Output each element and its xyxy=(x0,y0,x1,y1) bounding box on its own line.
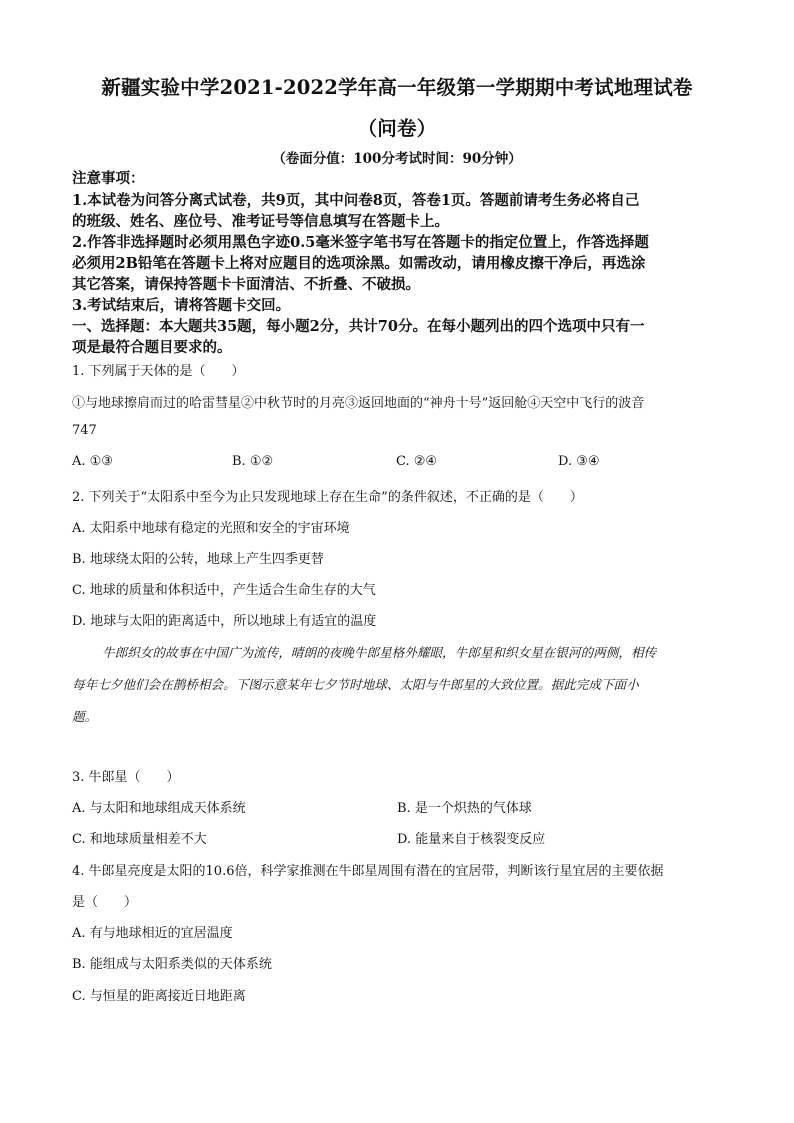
question-4-option-a: A. 有与地球相近的宜居温度 xyxy=(72,926,233,941)
passage-line: 题。 xyxy=(72,709,98,724)
question-1-option-a: A. ①③ xyxy=(72,454,113,469)
question-2-option-a: A. 太阳系中地球有稳定的光照和安全的宇宙环境 xyxy=(72,521,350,536)
section-heading: 一、选择题：本大题共35题，每小题2分，共计70分。在每小题列出的四个选项中只有一 xyxy=(72,318,645,335)
question-3-option-a: A. 与太阳和地球组成天体系统 xyxy=(72,801,246,816)
question-3-option-b: B. 是一个炽热的气体球 xyxy=(397,801,532,816)
question-3-option-c: C. 和地球质量相差不大 xyxy=(72,832,207,847)
question-2-stem: 2. 下列关于“太阳系中至今为止只发现地球上存在生命”的条件叙述，不正确的是（ ） xyxy=(72,490,583,505)
question-4-option-b: B. 能组成与太阳系类似的天体系统 xyxy=(72,957,272,972)
question-1-items: 747 xyxy=(72,423,97,438)
section-heading: 项是最符合题目要求的。 xyxy=(72,339,232,356)
notice-heading: 注意事项： xyxy=(72,170,145,187)
notice-line: 必须用2B铅笔在答题卡上将对应题目的选项涂黑。如需改动，请用橡皮擦干净后，再选涂 xyxy=(72,255,646,272)
passage-line: 牛郎织女的故事在中国广为流传，晴朗的夜晚牛郎星格外耀眼，牛郎星和织女星在银河的两侧，相传 xyxy=(102,645,657,660)
question-1-items: ①与地球擦肩而过的哈雷彗星②中秋节时的月亮③返回地面的“神舟十号”返回舱④天空中飞行的波音 xyxy=(72,396,645,411)
notice-line: 3.考试结束后，请将答题卡交回。 xyxy=(72,297,291,314)
question-1-stem: 1. 下列属于天体的是（ ） xyxy=(72,364,245,379)
question-4-option-c: C. 与恒星的距离接近日地距离 xyxy=(72,989,246,1004)
exam-subtitle: （问卷） xyxy=(357,117,437,140)
question-3-stem: 3. 牛郎星（ ） xyxy=(72,770,180,785)
question-4-stem: 4. 牛郎星亮度是太阳的10.6倍，科学家推测在牛郎星周围有潜在的宜居带，判断该行星宜居的主要依据 xyxy=(72,864,664,879)
question-2-option-b: B. 地球绕太阳的公转，地球上产生四季更替 xyxy=(72,552,324,567)
exam-title: 新疆实验中学2021-2022学年高一年级第一学期期中考试地理试卷 xyxy=(101,76,693,99)
question-1-option-c: C. ②④ xyxy=(396,454,438,469)
question-2-option-d: D. 地球与太阳的距离适中，所以地球上有适宜的温度 xyxy=(72,614,377,629)
question-2-option-c: C. 地球的质量和体积适中，产生适合生命生存的大气 xyxy=(72,583,376,598)
notice-line: 的班级、姓名、座位号、准考证号等信息填写在答题卡上。 xyxy=(72,213,449,230)
notice-line: 其它答案，请保持答题卡卡面清洁、不折叠、不破损。 xyxy=(72,276,420,293)
question-4-stem: 是（ ） xyxy=(72,895,138,910)
question-3-option-d: D. 能量来自于核裂变反应 xyxy=(397,832,546,847)
question-1-option-b: B. ①② xyxy=(232,454,274,469)
notice-line: 1.本试卷为问答分离式试卷，共9页，其中问卷8页，答卷1页。答题前请考生务必将自己 xyxy=(72,192,640,209)
question-1-option-d: D. ③④ xyxy=(558,454,600,469)
passage-line: 每年七夕他们会在鹊桥相会。下图示意某年七夕节时地球、太阳与牛郎星的大致位置。据此完成下面小 xyxy=(72,677,639,692)
exam-info: （卷面分值：100分考试时间：90分钟） xyxy=(272,151,522,167)
notice-line: 2.作答非选择题时必须用黑色字迹0.5毫米签字笔书写在答题卡的指定位置上，作答选择题 xyxy=(72,234,649,251)
